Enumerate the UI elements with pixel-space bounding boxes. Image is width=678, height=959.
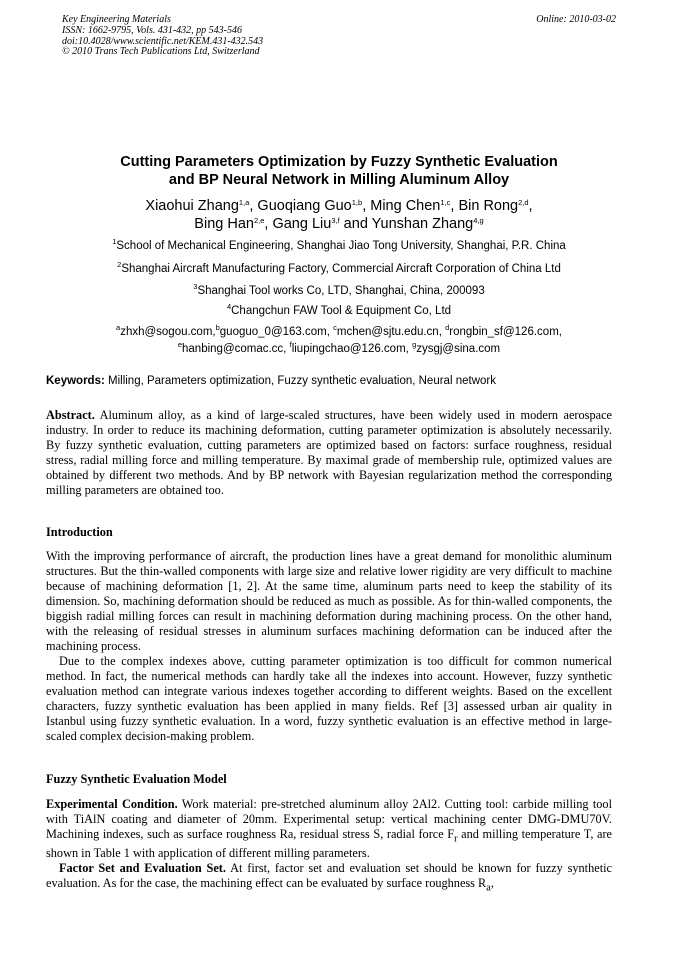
author-name: Bing Han xyxy=(194,216,254,232)
email-address: rongbin_sf@126.com, xyxy=(449,326,562,338)
affiliation-2 xyxy=(40,260,638,275)
factor-set-text-cont: , xyxy=(490,876,494,891)
email-sup: b xyxy=(215,323,220,332)
author-sup: 3,f xyxy=(331,216,340,225)
author-sep: , xyxy=(264,216,273,232)
email-line-1 xyxy=(40,324,638,341)
affiliation-text: Shanghai Aircraft Manufacturing Factory, Commercial Aircraft Corporation of China Ltd xyxy=(121,263,561,275)
email-address: liupingchao@126.com, xyxy=(291,343,409,355)
author-name: Gang Liu xyxy=(272,216,332,232)
email-sup: d xyxy=(445,323,450,332)
email-address: hanbing@comac.cc, xyxy=(182,343,287,355)
author-sep: and xyxy=(339,216,372,232)
author-sup: 1,a xyxy=(238,198,250,207)
email-sup: g xyxy=(412,340,417,349)
author-list xyxy=(40,198,638,234)
experimental-text: Work material: pre-stretched aluminum alloy 2Al2. Cutting tool: carbide milling tool with TiAlN coating and diameter of 20mm. Experimental setup: vertical machining center DMG-DMU70V. Machining indexes, such as surface roughness Ra, residual stress S, radial force F xyxy=(46,797,612,841)
keywords-text: Milling, Parameters optimization, Fuzzy synthetic evaluation, Neural network xyxy=(108,375,496,387)
author-sep: , xyxy=(362,198,371,214)
author-name: Bin Rong xyxy=(458,198,519,214)
affiliation-text: School of Mechanical Engineering, Shanghai Jiao Tong University, Shanghai, P.R. China xyxy=(116,240,566,252)
affiliation-sup: 4 xyxy=(226,302,232,311)
author-name: Xiaohui Zhang xyxy=(145,198,239,214)
intro-paragraph-1: With the improving performance of aircraft, the production lines have a great demand for monolithic aluminum structures. But the thin-walled components with large size and relative lower rigidity are very difficult to machine because of machining deformation [1, 2]. At the same time, aluminum parts need to keep the stability of its dimension. So, machining deformation should be reduced as much as possible. As for thin-walled components, the biggish radial milling forces can result in machining deformation during machining process. On the other hand, with the releasing of residual stresses in aluminum surfaces machining deformation can be induced after the machining process. xyxy=(46,549,612,653)
author-sep: , xyxy=(528,198,533,214)
author-sup: 4,g xyxy=(473,216,484,225)
email-address: guoguo_0@163.com, xyxy=(219,326,330,338)
subscript: a xyxy=(486,882,491,894)
author-name: Yunshan Zhang xyxy=(371,216,474,232)
affiliation-1 xyxy=(40,237,638,252)
abstract xyxy=(46,408,612,498)
affiliation-sup: 1 xyxy=(112,237,117,246)
email-sup: f xyxy=(289,340,292,349)
fuzzy-model-heading: Fuzzy Synthetic Evaluation Model xyxy=(46,772,227,786)
affiliation-text: Changchun FAW Tool & Equipment Co, Ltd xyxy=(231,305,452,317)
author-sep: , xyxy=(249,198,258,214)
fuzzy-model-body xyxy=(46,797,612,896)
author-sup: 2,d xyxy=(518,198,529,207)
keywords xyxy=(46,375,638,387)
factor-set-paragraph xyxy=(46,861,612,895)
affiliation-sup: 2 xyxy=(117,260,122,269)
affiliation-4 xyxy=(40,302,638,317)
abstract-label: Abstract. xyxy=(46,408,95,422)
intro-paragraph-2: Due to the complex indexes above, cutting parameter optimization is too difficult for common numerical method. In fact, the numerical methods can hardly take all the indexes into account. However, fuzzy synthetic evaluation method can integrate various indexes together according to different weights. Based on the excellent characters, fuzzy synthetic evaluation has been applied in many fields. Ref [3] assessed urban air quality in Istanbul using fuzzy synthetic evaluation. In a word, fuzzy synthetic evaluation is an effective method in large-scaled complex decision-making problem. xyxy=(46,654,612,743)
email-list xyxy=(40,324,638,358)
journal-name: Key Engineering Materials xyxy=(62,14,171,25)
experimental-condition-paragraph xyxy=(46,797,612,861)
email-sup: e xyxy=(177,340,183,349)
author-name: Ming Chen xyxy=(370,198,441,214)
title-line-1: Cutting Parameters Optimization by Fuzzy Synthetic Evaluation xyxy=(120,154,558,170)
email-sup: a xyxy=(116,323,121,332)
copyright-line: © 2010 Trans Tech Publications Ltd, Switzerland xyxy=(62,46,260,58)
doi-line: doi:10.4028/www.scientific.net/KEM.431-432.543 xyxy=(62,35,264,47)
paper-title xyxy=(40,153,638,189)
affiliation-sup: 3 xyxy=(193,282,198,291)
introduction-body xyxy=(46,549,612,744)
email-address: zysgj@sina.com xyxy=(416,343,501,355)
author-line-1 xyxy=(40,198,638,216)
author-sup: 1,c xyxy=(440,198,451,207)
affiliation-3 xyxy=(40,282,638,297)
author-sup: 2,e xyxy=(253,216,265,225)
keywords-label: Keywords: xyxy=(46,375,105,387)
author-name: Guoqiang Guo xyxy=(257,198,352,214)
email-line-2 xyxy=(40,341,638,358)
experimental-condition-label: Experimental Condition. xyxy=(46,797,178,811)
author-line-2 xyxy=(40,216,638,234)
issn-line: ISSN: 1662-9795, Vols. 431-432, pp 543-546 xyxy=(62,24,242,36)
email-sup: c xyxy=(333,323,337,332)
publication-info xyxy=(62,15,263,58)
affiliation-text: Shanghai Tool works Co, LTD, Shanghai, China, 200093 xyxy=(197,285,485,297)
author-sup: 1,b xyxy=(351,198,363,207)
experimental-text-cont: and milling temperature T, are shown in Table 1 with application of different milling parameters. xyxy=(46,827,612,861)
introduction-heading: Introduction xyxy=(46,525,113,539)
factor-set-text: At first, factor set and evaluation set should be known for fuzzy synthetic evaluation. As for the case, the machining effect can be evaluated by surface roughness R xyxy=(46,861,612,891)
email-address: mchen@sjtu.edu.cn, xyxy=(336,326,442,338)
author-sep: , xyxy=(450,198,459,214)
factor-set-label: Factor Set and Evaluation Set. xyxy=(59,861,226,876)
online-date: Online: 2010-03-02 xyxy=(536,14,616,25)
abstract-text: Aluminum alloy, as a kind of large-scaled structures, have been widely used in modern aerospace industry. In order to reduce its machining deformation, cutting parameter optimization is absolutely necessarily. By fuzzy synthetic evaluation, cutting parameters are optimized based on factors: surface roughness, residual stress, radial milling force and milling temperature. By maximal grade of membership rule, optimized values are obtained by different two methods. And by BP network with Bayesian regularization method the corresponding milling parameters are obtained too. xyxy=(46,408,612,497)
title-line-2: and BP Neural Network in Milling Aluminum Alloy xyxy=(168,172,510,188)
email-address: zhxh@sogou.com, xyxy=(120,326,216,338)
subscript: r xyxy=(454,833,458,845)
